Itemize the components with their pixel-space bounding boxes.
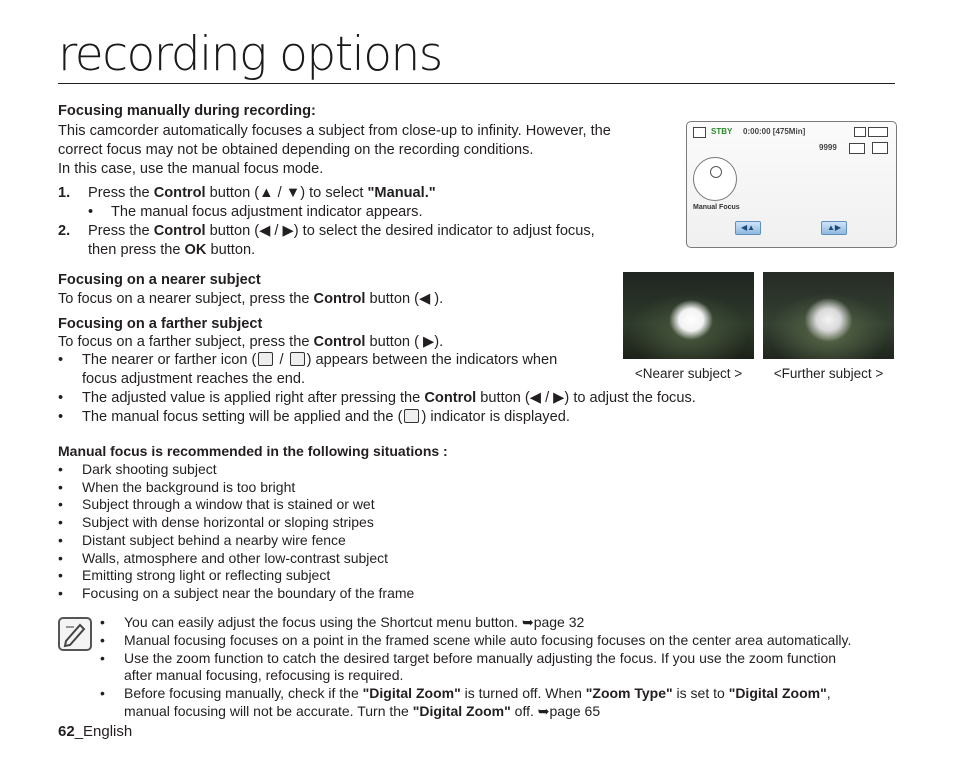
page-footer <box>58 723 132 740</box>
list-item: When the background is too bright <box>82 478 296 495</box>
farther-icon <box>290 352 305 366</box>
farther-text: To focus on a farther subject, press the Control button ( ▶). <box>58 334 444 350</box>
nearer-caption: <Nearer subject > <box>634 366 743 381</box>
card-icon <box>854 127 866 137</box>
nearer-icon <box>258 352 273 366</box>
language-label: _English <box>74 723 133 740</box>
list-item: Focusing on a subject near the boundary of the frame <box>82 584 415 601</box>
intro-heading: Focusing manually during recording: <box>58 103 316 119</box>
list-item: Walls, atmosphere and other low-contrast subject <box>82 549 389 566</box>
list-item: Subject through a window that is stained or wet <box>82 496 375 513</box>
manual-focus-icon <box>404 409 419 423</box>
page-number: 62 <box>58 723 75 740</box>
bullet-text: The manual focus setting will be applied and the ( ) indicator is displayed. <box>82 409 570 425</box>
title-rule <box>58 83 895 84</box>
camera-mode-icon <box>693 127 706 138</box>
bullet: • <box>58 567 63 584</box>
bullet: • <box>58 478 63 495</box>
status-text: STBY <box>711 127 733 136</box>
bullet: • <box>58 390 64 406</box>
bullet: • <box>100 685 105 701</box>
nearer-heading: Focusing on a nearer subject <box>58 272 261 288</box>
manual-focus-icon <box>872 142 888 154</box>
bullet: • <box>100 614 105 630</box>
steps-list <box>58 184 658 264</box>
list-item: Emitting strong light or reflecting subject <box>82 567 331 584</box>
nearer-button[interactable]: ◀▲ <box>735 221 761 235</box>
recommend-heading: Manual focus is recommended in the following situations : <box>58 443 448 459</box>
step-2-line-2: then press the OK button. <box>88 242 256 258</box>
page-arrow-icon: ➥ <box>521 614 534 630</box>
note-item: Use the zoom function to catch the desired target before manually adjusting the focus. If you use the zoom function <box>124 650 837 666</box>
note-pencil-icon <box>58 617 92 651</box>
bullet: • <box>100 650 105 666</box>
note-item: You can easily adjust the focus using the Shortcut menu button. ➥page 32 <box>124 614 585 630</box>
intro-line: This camcorder automatically focuses a subject from close-up to infinity. However, the <box>58 123 611 139</box>
bullet-text: The nearer or farther icon ( / ) appears between the indicators when <box>82 352 558 368</box>
bullet: • <box>58 409 64 425</box>
battery-icon <box>868 127 888 137</box>
bullet: • <box>100 632 105 648</box>
page-title: recording options <box>58 27 442 82</box>
note-item: Manual focusing focuses on a point in the framed scene while auto focusing focuses on the center area automatically. <box>124 632 852 648</box>
nearer-subject-photo <box>623 272 754 359</box>
bullet: • <box>58 514 63 531</box>
note-item: Before focusing manually, check if the "Digital Zoom" is turned off. When "Zoom Type" is set to "Digital Zoom", <box>124 685 831 701</box>
intro-line: correct focus may not be obtained depending on the recording conditions. <box>58 142 534 158</box>
step-number: 2. <box>58 223 71 239</box>
record-time: 0:00:00 [475Min] <box>743 127 806 136</box>
step-2: Press the Control button (◀ / ▶) to select the desired indicator to adjust focus, <box>88 223 595 239</box>
bullet: • <box>88 204 94 220</box>
mode-label: Manual Focus <box>693 204 740 211</box>
camcorder-screen <box>686 121 897 248</box>
focus-indicator <box>710 166 722 178</box>
bullet: • <box>58 496 63 513</box>
step-number: 1. <box>58 185 71 201</box>
step-1: Press the Control button (▲ / ▼) to select "Manual." <box>88 185 436 201</box>
quality-icon <box>849 143 865 154</box>
bullet: • <box>58 461 63 477</box>
farther-bullets <box>58 351 778 431</box>
bullet-text: The adjusted value is applied right after pressing the Control button (◀ / ▶) to adjust the focus. <box>82 390 696 406</box>
list-item: Subject with dense horizontal or sloping stripes <box>82 514 374 531</box>
bullet: • <box>58 549 63 566</box>
list-item: Distant subject behind a nearby wire fence <box>82 531 346 548</box>
list-item: Dark shooting subject <box>82 461 217 477</box>
bullet: • <box>58 352 64 368</box>
notes-list <box>100 614 920 724</box>
note-item: manual focusing will not be accurate. Turn the "Digital Zoom" off. ➥page 65 <box>124 703 601 719</box>
page-arrow-icon: ➥ <box>537 703 550 719</box>
recommend-list <box>58 461 478 606</box>
control-dial-icon <box>693 157 737 201</box>
photo-count: 9999 <box>819 143 837 152</box>
farther-heading: Focusing on a farther subject <box>58 316 263 332</box>
nearer-text: To focus on a nearer subject, press the Control button (◀ ). <box>58 291 444 307</box>
bullet: • <box>58 531 63 548</box>
intro-line: In this case, use the manual focus mode. <box>58 161 324 177</box>
farther-button[interactable]: ▲▶ <box>821 221 847 235</box>
further-subject-photo <box>763 272 894 359</box>
step-1-note: The manual focus adjustment indicator appears. <box>111 204 423 220</box>
bullet-text: focus adjustment reaches the end. <box>82 371 306 387</box>
note-item: after manual focusing, refocusing is required. <box>124 667 404 683</box>
further-caption: <Further subject > <box>773 366 884 381</box>
bullet: • <box>58 584 63 601</box>
